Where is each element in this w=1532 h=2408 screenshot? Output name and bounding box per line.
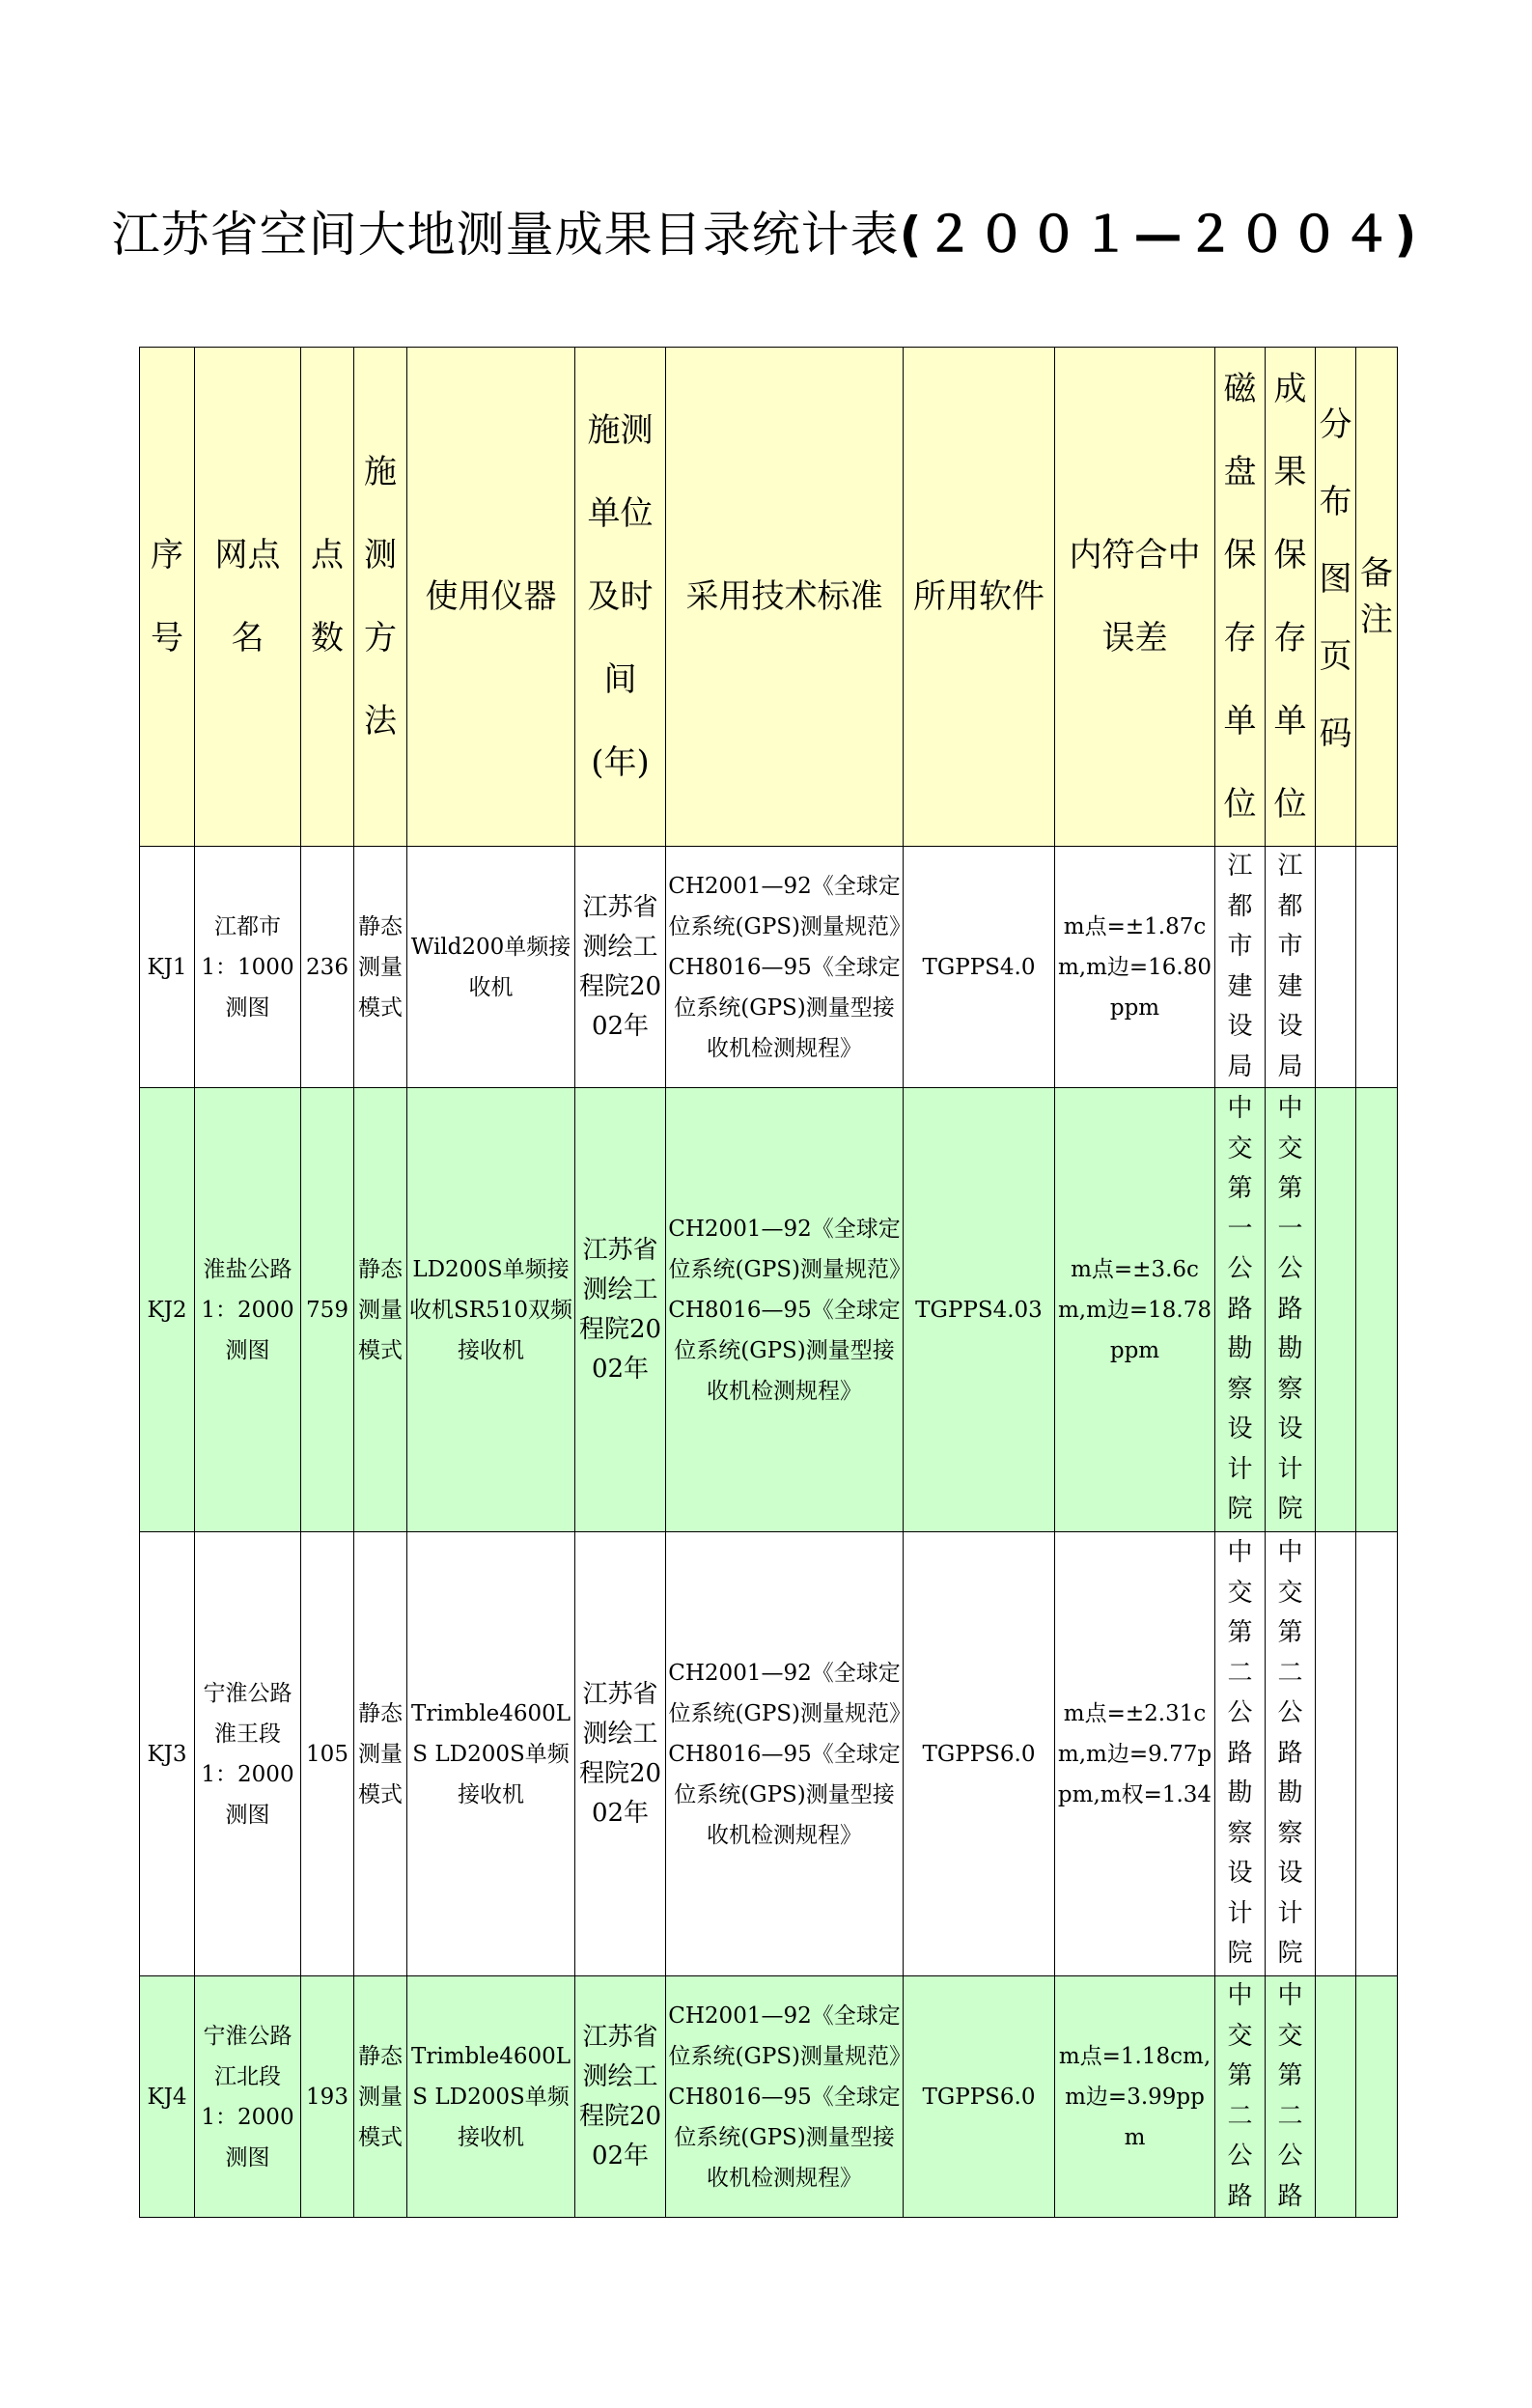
cell-error: m点=±2.31cm,m边=9.77ppm,m权=1.34 <box>1055 1532 1215 1976</box>
header-net-name: 网点名 <box>195 348 301 847</box>
cell-remark <box>1356 1976 1398 2218</box>
cell-result-unit: 中交第一公路勘察设计院 <box>1266 1088 1316 1532</box>
cell-error: m点=±3.6cm,m边=18.78ppm <box>1055 1088 1215 1532</box>
cell-disk-unit: 中交第二公路勘察设计院 <box>1215 1532 1266 1976</box>
cell-standard: CH2001—92《全球定位系统(GPS)测量规范》CH8016—95《全球定位系统(GPS)测量型接收机检测规程》 <box>666 1088 904 1532</box>
cell-standard: CH2001—92《全球定位系统(GPS)测量规范》CH8016—95《全球定位系统(GPS)测量型接收机检测规程》 <box>666 847 904 1088</box>
cell-method: 静态测量模式 <box>354 1976 407 2218</box>
header-map-page: 分布图页码 <box>1316 348 1356 847</box>
cell-software: TGPPS6.0 <box>904 1532 1055 1976</box>
cell-instrument: Wild200单频接收机 <box>407 847 575 1088</box>
cell-result-unit: 中交第二公路勘察设计院 <box>1266 1532 1316 1976</box>
cell-method: 静态测量模式 <box>354 1532 407 1976</box>
cell-result-unit: 中交第二公路 <box>1266 1976 1316 2218</box>
cell-software: TGPPS4.03 <box>904 1088 1055 1532</box>
cell-seq: KJ3 <box>140 1532 195 1976</box>
cell-map-page <box>1316 1088 1356 1532</box>
header-seq: 序号 <box>140 348 195 847</box>
cell-method: 静态测量模式 <box>354 1088 407 1532</box>
header-remark: 备注 <box>1356 348 1398 847</box>
header-error: 内符合中误差 <box>1055 348 1215 847</box>
cell-result-unit: 江都市建设局 <box>1266 847 1316 1088</box>
cell-remark <box>1356 847 1398 1088</box>
cell-remark <box>1356 1088 1398 1532</box>
cell-unit-time: 江苏省测绘工程院2002年 <box>575 1532 666 1976</box>
cell-points: 759 <box>301 1088 354 1532</box>
cell-remark <box>1356 1532 1398 1976</box>
cell-points: 236 <box>301 847 354 1088</box>
cell-net-name: 淮盐公路1：2000测图 <box>195 1088 301 1532</box>
catalog-table <box>139 347 1398 2218</box>
page-title <box>0 196 1532 266</box>
cell-net-name: 宁淮公路江北段1：2000测图 <box>195 1976 301 2218</box>
cell-disk-unit: 中交第一公路勘察设计院 <box>1215 1088 1266 1532</box>
table-row <box>140 1532 1398 1976</box>
cell-error: m点=1.18cm,m边=3.99ppm <box>1055 1976 1215 2218</box>
cell-net-name: 宁淮公路淮王段1：2000测图 <box>195 1532 301 1976</box>
header-disk-unit: 磁盘保存单位 <box>1215 348 1266 847</box>
header-software: 所用软件 <box>904 348 1055 847</box>
cell-seq: KJ2 <box>140 1088 195 1532</box>
header-row <box>140 348 1398 847</box>
header-standard: 采用技术标准 <box>666 348 904 847</box>
title-year: (２００１—２００４) <box>899 207 1421 263</box>
header-instrument: 使用仪器 <box>407 348 575 847</box>
cell-disk-unit: 江都市建设局 <box>1215 847 1266 1088</box>
cell-map-page <box>1316 847 1356 1088</box>
cell-unit-time: 江苏省测绘工程院2002年 <box>575 1976 666 2218</box>
cell-seq: KJ1 <box>140 847 195 1088</box>
cell-map-page <box>1316 1532 1356 1976</box>
table-row <box>140 847 1398 1088</box>
table-row <box>140 1976 1398 2218</box>
cell-instrument: Trimble4600LS LD200S单频接收机 <box>407 1532 575 1976</box>
cell-standard: CH2001—92《全球定位系统(GPS)测量规范》CH8016—95《全球定位系统(GPS)测量型接收机检测规程》 <box>666 1976 904 2218</box>
header-unit-time: 施测单位及时间(年) <box>575 348 666 847</box>
cell-instrument: LD200S单频接收机SR510双频接收机 <box>407 1088 575 1532</box>
cell-software: TGPPS4.0 <box>904 847 1055 1088</box>
cell-seq: KJ4 <box>140 1976 195 2218</box>
cell-disk-unit: 中交第二公路 <box>1215 1976 1266 2218</box>
cell-points: 193 <box>301 1976 354 2218</box>
header-method: 施测方法 <box>354 348 407 847</box>
header-points: 点数 <box>301 348 354 847</box>
cell-map-page <box>1316 1976 1356 2218</box>
cell-points: 105 <box>301 1532 354 1976</box>
cell-net-name: 江都市1：1000测图 <box>195 847 301 1088</box>
header-result-unit: 成果保存单位 <box>1266 348 1316 847</box>
cell-unit-time: 江苏省测绘工程院2002年 <box>575 847 666 1088</box>
cell-instrument: Trimble4600LS LD200S单频接收机 <box>407 1976 575 2218</box>
cell-error: m点=±1.87cm,m边=16.80ppm <box>1055 847 1215 1088</box>
table-row <box>140 1088 1398 1532</box>
cell-method: 静态测量模式 <box>354 847 407 1088</box>
cell-software: TGPPS6.0 <box>904 1976 1055 2218</box>
title-main: 江苏省空间大地测量成果目录统计表 <box>111 207 900 263</box>
cell-standard: CH2001—92《全球定位系统(GPS)测量规范》CH8016—95《全球定位系统(GPS)测量型接收机检测规程》 <box>666 1532 904 1976</box>
cell-unit-time: 江苏省测绘工程院2002年 <box>575 1088 666 1532</box>
